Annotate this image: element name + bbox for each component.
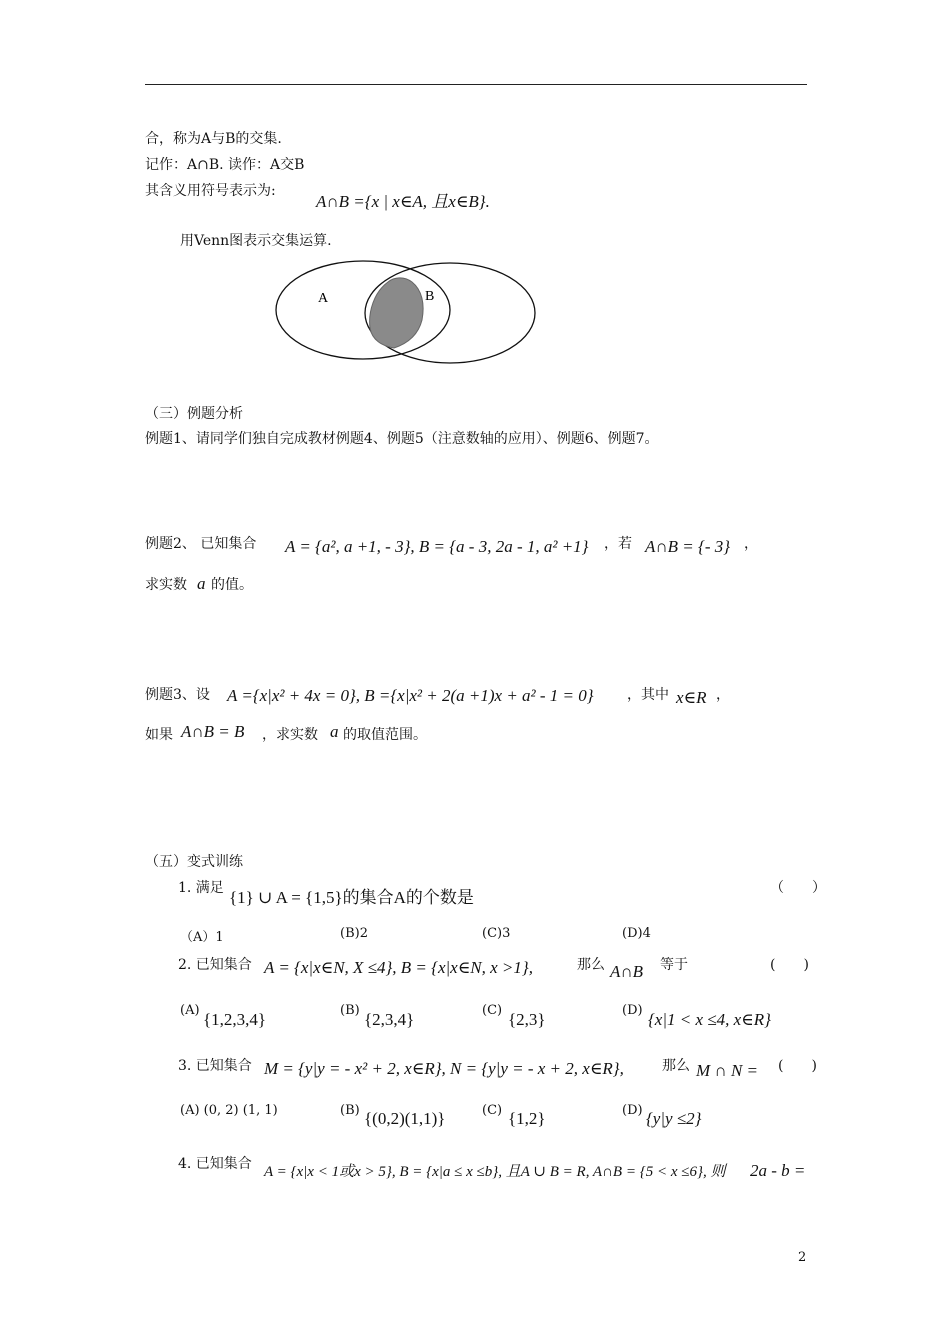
q3-option-c-label: (C) [482, 1103, 503, 1118]
q3-then: 那么 [662, 1058, 690, 1074]
q1-option-c: (C)3 [482, 926, 511, 941]
q1-answer-paren: （ ） [770, 880, 826, 896]
q3-option-d: {y|y ≤2} [646, 1109, 702, 1128]
q2-answer-paren: ( ) [770, 957, 809, 973]
section-heading-practice: （五）变式训练 [145, 854, 243, 870]
example-1: 例题1、请同学们独自完成教材例题4、例题5（注意数轴的应用）、例题6、例题7。 [145, 431, 659, 447]
example-2-var: a [197, 574, 206, 593]
example-3-line2-cond: A∩B = B [181, 722, 245, 741]
example-3-line2a: 如果 [145, 727, 173, 743]
q4-formula: A = {x|x < 1或x > 5}, B = {x|a ≤ x ≤b}, 且A ∪ B = R, A∩B = {5 < x ≤6}, 则 [264, 1164, 726, 1180]
line-intersection-def: 合，称为A与B的交集. [145, 131, 282, 147]
q2-formula: A = {x|x∈N, X ≤4}, B = {x|x∈N, x >1}, [264, 958, 533, 977]
q1-formula: {1} ∪ A = {1,5}的集合A的个数是 [229, 888, 474, 907]
q1-option-b: (B)2 [340, 926, 368, 941]
q4-tail: 2a - b = [750, 1161, 806, 1180]
venn-circle-a [276, 261, 450, 359]
venn-intersection-shade [370, 278, 423, 348]
example-2-condition: A∩B = {- 3} [645, 537, 731, 556]
q4-num: 4. 已知集合 [178, 1156, 252, 1172]
q3-option-b: {(0,2)(1,1)} [364, 1109, 446, 1128]
q2-num: 2. 已知集合 [178, 957, 252, 973]
q2-option-c-label: (C) [482, 1003, 503, 1018]
q3-option-c: {1,2} [508, 1109, 546, 1128]
q2-option-a-label: (A) [180, 1003, 200, 1018]
q3-answer-paren: ( ) [778, 1058, 817, 1074]
example-2-formula: A = {a², a +1, - 3}, B = {a - 3, 2a - 1, a² +1} [285, 537, 589, 556]
q1-option-a: （A）1 [180, 930, 224, 945]
example-2-line2b: 的值。 [211, 577, 253, 593]
section-heading-examples: （三）例题分析 [145, 406, 243, 422]
q2-then: 那么 [577, 957, 605, 973]
example-3-line2b: ，求实数 [262, 727, 318, 743]
header-rule [145, 84, 807, 85]
venn-label-b: B [425, 289, 435, 304]
venn-diagram [270, 260, 545, 370]
q3-expr: M ∩ N = [696, 1061, 758, 1080]
q2-option-b: {2,3,4} [364, 1010, 415, 1029]
example-2-comma: ， [744, 536, 758, 552]
intersection-formula: A∩B ={x | x∈A, 且x∈B}. [316, 192, 490, 211]
q3-formula: M = {y|y = - x² + 2, x∈R}, N = {y|y = - x + 2, x∈R}, [264, 1059, 624, 1078]
venn-label-a: A [318, 291, 329, 306]
example-3-label: 例题3、设 [145, 687, 210, 703]
page-number: 2 [798, 1250, 807, 1265]
q1-option-d: (D)4 [622, 926, 651, 941]
q2-option-b-label: (B) [340, 1003, 360, 1018]
q3-option-d-label: (D) [622, 1103, 643, 1118]
q1-num: 1. 满足 [178, 880, 224, 896]
example-2-line2a: 求实数 [145, 577, 187, 593]
example-3-line2-var: a [330, 722, 339, 741]
example-3-mid: ，其中 [627, 687, 669, 703]
example-3-formula: A ={x|x² + 4x = 0}, B ={x|x² + 2(a +1)x + a² - 1 = 0} [227, 686, 594, 705]
example-3-end: ， [716, 687, 730, 703]
q2-option-d-label: (D) [622, 1003, 643, 1018]
q2-eq: 等于 [660, 957, 688, 973]
venn-caption: 用Venn图表示交集运算. [180, 233, 332, 249]
example-3-line2c: 的取值范围。 [343, 727, 427, 743]
q2-option-a: {1,2,3,4} [203, 1010, 267, 1029]
line-notation: 记作：A∩B. 读作：A交B [145, 157, 305, 173]
q2-option-c: {2,3} [508, 1010, 546, 1029]
q3-option-a: (A) (0, 2) (1, 1) [180, 1103, 278, 1118]
q3-num: 3. 已知集合 [178, 1058, 252, 1074]
q2-expr: A∩B [610, 962, 644, 981]
q3-option-b-label: (B) [340, 1103, 360, 1118]
example-2-label: 例题2、 已知集合 [145, 536, 257, 552]
example-2-if: ，若 [604, 536, 632, 552]
line-symbol-intro: 其含义用符号表示为: [145, 183, 276, 199]
q2-option-d: {x|1 < x ≤4, x∈R} [648, 1010, 771, 1029]
example-3-condition: x∈R [676, 688, 707, 707]
